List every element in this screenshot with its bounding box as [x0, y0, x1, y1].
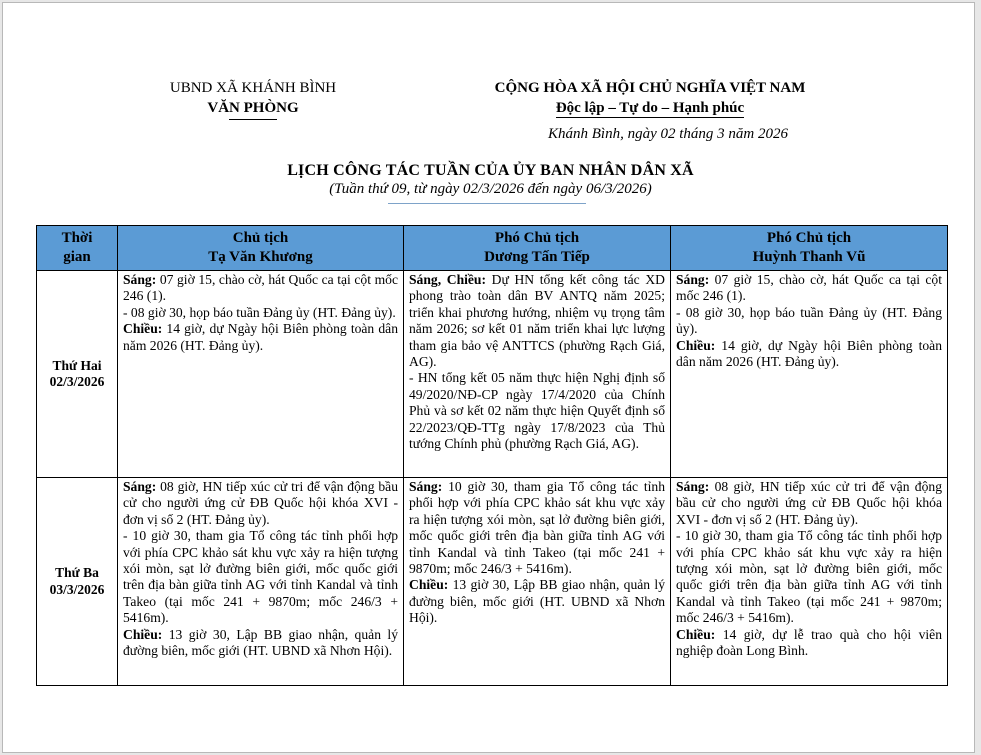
schedule-entry: Sáng: 08 giờ, HN tiếp xúc cử tri để vận động bầu cử cho người ứng cử ĐB Quốc hội khóa XVI - đơn vị số 2 (HT. Đảng ủy).: [123, 479, 398, 527]
schedule-entry: - 08 giờ 30, họp báo tuần Đảng ủy (HT. Đảng ủy).: [676, 304, 942, 337]
schedule-entry: Sáng: 08 giờ, HN tiếp xúc cử tri để vận động bầu cử cho người ứng cử ĐB Quốc hội khóa XVI - đơn vị số 2 (HT. Đảng ủy).: [676, 479, 942, 527]
issuer-org: UBND XÃ KHÁNH BÌNH: [169, 80, 337, 96]
schedule-entry: Chiều: 14 giờ, dự Ngày hội Biên phòng toàn dân năm 2026 (HT. Đảng ủy).: [123, 321, 398, 353]
schedule-entry: - 08 giờ 30, họp báo tuần Đảng ủy (HT. Đảng ủy).: [123, 304, 396, 320]
schedule-entry: - 10 giờ 30, tham gia Tổ công tác tỉnh phối hợp với phía CPC khảo sát khu vực xảy ra hiện tượng xói mòn, sạt lở đường biên giới, mốc quốc giới trên địa bàn giữa tỉnh AG với tỉnh Kandal và tỉnh Takeo (tại mốc 241 + 9870m; mốc 246/3 + 5416m).: [676, 528, 942, 626]
schedule-cell: [118, 271, 404, 478]
header-vice-chairman-2: Phó Chủ tịch Huỳnh Thanh Vũ: [671, 226, 948, 271]
schedule-cell: [671, 271, 948, 478]
table-row: [37, 271, 948, 478]
issuer-office: VĂN PHÒNG: [207, 100, 299, 116]
schedule-entry: Chiều: 13 giờ 30, Lập BB giao nhận, quản lý đường biên, mốc giới (HT. UBND xã Nhơn Hội).: [409, 577, 665, 626]
national-motto: Độc lập – Tự do – Hạnh phúc: [555, 100, 745, 116]
schedule-entry: Chiều: 14 giờ, dự lễ trao quà cho hội viên nghiệp đoàn Long Bình.: [676, 626, 942, 659]
schedule-entry: Chiều: 13 giờ 30, Lập BB giao nhận, quản lý đường biên, mốc giới (HT. UBND xã Nhơn Hội).: [123, 626, 398, 659]
schedule-entry: Sáng: 10 giờ 30, tham gia Tổ công tác tỉnh phối hợp với phía CPC khảo sát khu vực xảy ra hiện tượng xói mòn, sạt lở đường biên giới, mốc quốc giới trên địa bàn giữa tỉnh AG với tỉnh Kandal và tỉnh Takeo (tại mốc 241 + 9870m; mốc 246/3 + 5416m).: [409, 479, 665, 577]
document-page: [2, 2, 975, 753]
header-vice-chairman-1: Phó Chủ tịch Dương Tấn Tiếp: [404, 226, 671, 271]
schedule-cell: [671, 478, 948, 686]
schedule-entry: Sáng: 07 giờ 15, chào cờ, hát Quốc ca tại cột mốc 246 (1).: [123, 272, 398, 304]
schedule-cell: [404, 271, 671, 478]
document-date: Khánh Bình, ngày 02 tháng 3 năm 2026: [548, 126, 788, 142]
document-subtitle: (Tuần thứ 09, từ ngày 02/3/2026 đến ngày 06/3/2026): [329, 181, 652, 197]
schedule-entry: - HN tổng kết 05 năm thực hiện Nghị định số 49/2020/NĐ-CP ngày 17/4/2020 của Chính Phủ và sơ kết 02 năm thực hiện Quyết định số 22/2023/QĐ-TTg ngày 17/8/2023 của Thủ tướng Chính phủ (phường Rạch Giá, AG).: [409, 370, 665, 452]
schedule-entry: Chiều: 14 giờ, dự Ngày hội Biên phòng toàn dân năm 2026 (HT. Đảng ủy).: [676, 337, 942, 370]
subtitle-underline: [388, 203, 586, 204]
table-row: [37, 478, 948, 686]
schedule-cell: [404, 478, 671, 686]
schedule-entry: - 10 giờ 30, tham gia Tổ công tác tỉnh phối hợp với phía CPC khảo sát khu vực xảy ra hiện tượng xói mòn, sạt lở đường biên giới, mốc quốc giới trên địa bàn giữa tỉnh AG với tỉnh Kandal và tỉnh Takeo (tại mốc 241 + 9870m; mốc 246/3 + 5416m).: [123, 528, 398, 626]
schedule-entry: Sáng: 07 giờ 15, chào cờ, hát Quốc ca tại cột mốc 246 (1).: [676, 272, 942, 304]
issuer-block: [153, 78, 353, 120]
table-header-row: [37, 226, 948, 271]
issuer-underline: [229, 119, 277, 120]
schedule-table: [36, 225, 948, 686]
national-header: [481, 78, 819, 118]
nation-name: CỘNG HÒA XÃ HỘI CHỦ NGHĨA VIỆT NAM: [494, 80, 806, 96]
schedule-entry: Sáng, Chiều: Dự HN tổng kết công tác XD phong trào toàn dân BV ANTQ năm 2025; triển khai phương hướng, nhiệm vụ trọng tâm năm 2026; sơ kết 01 năm triển khai lực lượng tham gia bảo vệ ANTTCS (phường Rạch Giá, AG).: [409, 272, 665, 370]
document-title: LỊCH CÔNG TÁC TUẦN CỦA ỦY BAN NHÂN DÂN XÃ: [287, 162, 694, 179]
header-chairman: Chủ tịch Tạ Văn Khương: [118, 226, 404, 271]
header-time: Thời gian: [37, 226, 118, 271]
time-cell: Thứ Ba 03/3/2026: [37, 478, 118, 686]
schedule-cell: [118, 478, 404, 686]
time-cell: Thứ Hai 02/3/2026: [37, 271, 118, 478]
